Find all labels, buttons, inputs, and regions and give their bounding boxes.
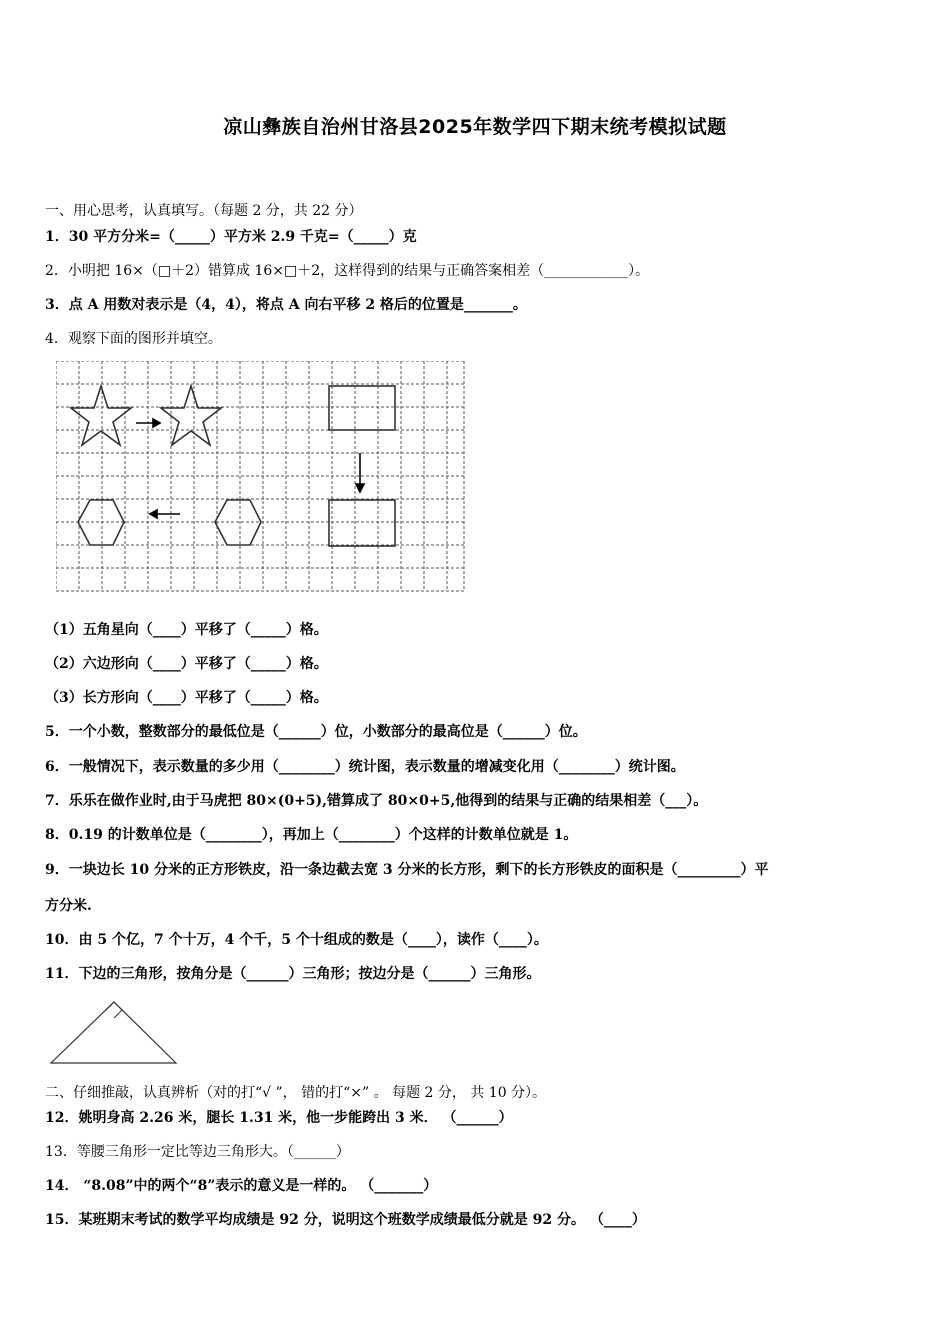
translation-grid-figure — [56, 361, 466, 593]
question-7: 7．乐乐在做作业时,由于马虎把 80×(0+5),错算成了 80×0+5,他得到的结果与正确的结果相差（___）。 — [45, 793, 708, 809]
arrow-left-icon — [150, 510, 157, 518]
rectangle-translated — [329, 500, 395, 546]
star-original — [71, 386, 131, 445]
arrow-right-icon — [153, 419, 160, 427]
page-title: 凉山彝族自治州甘洛县2025年数学四下期末统考模拟试题 — [223, 116, 727, 138]
question-6: 6．一般情况下，表示数量的多少用（________）统计图，表示数量的增减变化用（________）统计图。 — [45, 759, 685, 775]
question-13: 13．等腰三角形一定比等边三角形大。（______） — [45, 1144, 350, 1160]
question-2: 2．小明把 16×（□＋2）错算成 16×□＋2，这样得到的结果与正确答案相差（____________）。 — [45, 263, 650, 279]
arrow-down-icon — [356, 484, 364, 492]
question-1: 1．30 平方分米=（_____）平方米 2.9 千克=（_____）克 — [45, 229, 417, 245]
section1-heading: 一、用心思考，认真填写。（每题 2 分，共 22 分） — [45, 203, 363, 219]
question-4: 4．观察下面的图形并填空。 — [45, 331, 222, 347]
rectangle-original — [329, 386, 395, 430]
right-triangle-figure — [48, 998, 180, 1066]
star-translated — [161, 386, 221, 445]
question-9-line2: 方分米. — [45, 898, 92, 914]
question-11: 11．下边的三角形，按角分是（______）三角形；按边分是（______）三角形。 — [45, 966, 541, 982]
question-12: 12．姚明身高 2.26 米，腿长 1.31 米，他一步能跨出 3 米． （______） — [45, 1110, 513, 1126]
question-9-line1: 9．一块边长 10 分米的正方形铁皮，沿一条边截去宽 3 分米的长方形，剩下的长方形铁皮的面积是（_________）平 — [45, 862, 769, 878]
question-3: 3．点 A 用数对表示是（4，4），将点 A 向右平移 2 格后的位置是_______。 — [45, 297, 527, 313]
right-angle-mark — [106, 1002, 122, 1018]
question-15: 15．某班期末考试的数学平均成绩是 92 分，说明这个班数学成绩最低分就是 92 分。 （____） — [45, 1212, 646, 1228]
section2-heading: 二、仔细推敲，认真辨析（对的打“√ ”， 错的打“×” 。 每题 2 分， 共 10 分）。 — [45, 1085, 547, 1101]
question-10: 10．由 5 个亿，7 个十万，4 个千，5 个十组成的数是（____），读作（____）。 — [45, 932, 548, 948]
question-4-sub1: （1）五角星向（____）平移了（_____）格。 — [45, 622, 328, 638]
grid-lines — [56, 361, 464, 591]
question-4-sub2: （2）六边形向（____）平移了（_____）格。 — [45, 656, 328, 672]
question-5: 5．一个小数，整数部分的最低位是（______）位，小数部分的最高位是（______）位。 — [45, 724, 587, 740]
question-4-sub3: （3）长方形向（____）平移了（_____）格。 — [45, 690, 328, 706]
question-14: 14． “8.08”中的两个“8”表示的意义是一样的。 （_______） — [45, 1178, 438, 1194]
question-8: 8．0.19 的计数单位是（________），再加上（________）个这样的计数单位就是 1。 — [45, 827, 578, 843]
